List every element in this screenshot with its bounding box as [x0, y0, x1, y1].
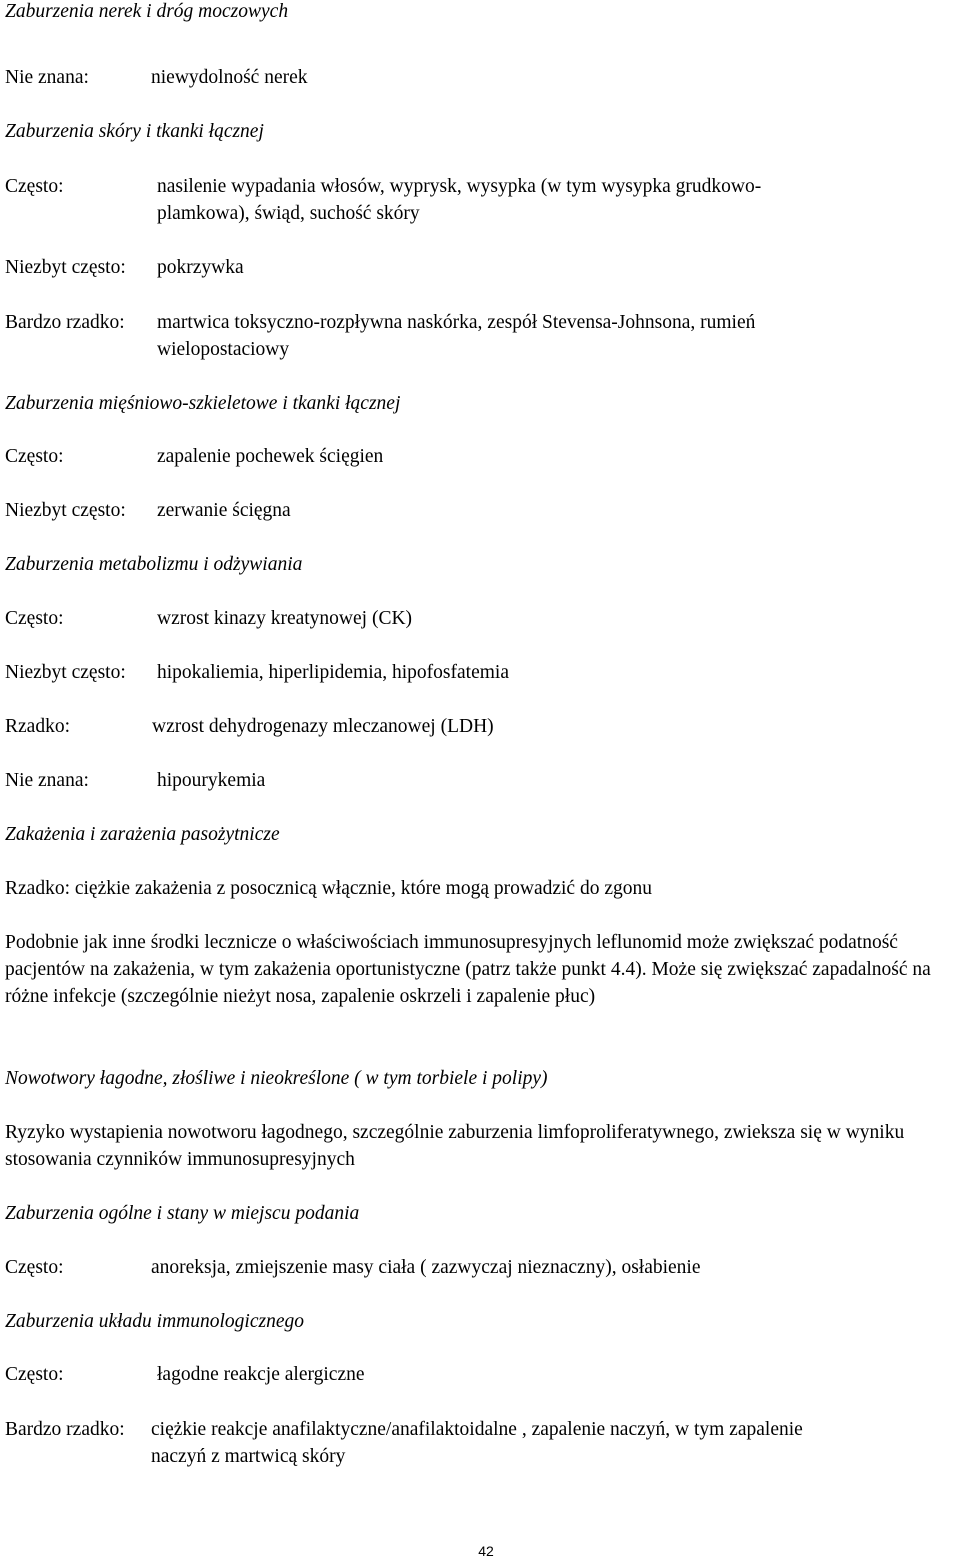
- neoplasms-paragraph: Ryzyko wystapienia nowotworu łagodnego, szczególnie zaburzenia limfoproliferatywnego, zwieksza się w wyniku stosowania czynników immunosupresyjnych: [5, 1122, 905, 1170]
- infections-rare-line: Rzadko: ciężkie zakażenia z posocznicą włącznie, które mogą prowadzić do zgonu: [5, 878, 652, 899]
- frequency-label: Nie znana:: [5, 67, 89, 88]
- infections-paragraph: Podobnie jak inne środki lecznicze o właściwościach immunosupresyjnych leflunomid może zwiększać podatność pacjentów na zakażenia, w tym zakażenia oportunistyczne (patrz także punkt 4.4). Może się zwiększać zapadalność na różne infekcje (szczególnie nieżyt nosa, zapalenie oskrzeli i zapalenie płuc): [5, 932, 931, 1007]
- frequency-label: Często:: [5, 1257, 64, 1278]
- frequency-label: Często:: [5, 446, 64, 467]
- heading-general-disorders: Zaburzenia ogólne i stany w miejscu podania: [5, 1203, 360, 1224]
- metabolism-row-rare: [5, 713, 954, 740]
- heading-metabolism-disorders: Zaburzenia metabolizmu i odżywiania: [5, 554, 303, 575]
- immune-row-very-rare: [5, 1416, 954, 1470]
- heading-skin-disorders: Zaburzenia skóry i tkanki łącznej: [5, 121, 264, 142]
- effect-text: hipourykemia: [157, 770, 266, 791]
- page-number: 42: [478, 1543, 494, 1559]
- frequency-label: Niezbyt często:: [5, 257, 126, 278]
- frequency-label: Często:: [5, 176, 64, 197]
- musculoskeletal-row-common: [5, 443, 954, 470]
- heading-infections: Zakażenia i zarażenia pasożytnicze: [5, 824, 280, 845]
- effect-text: wzrost kinazy kreatynowej (CK): [157, 608, 413, 629]
- effect-text-line-2: naczyń z martwicą skóry: [151, 1446, 346, 1467]
- effect-text-line-1: nasilenie wypadania włosów, wyprysk, wysypka (w tym wysypka grudkowo-: [157, 176, 762, 197]
- skin-row-common: [5, 173, 954, 227]
- general-row-common: [5, 1254, 954, 1281]
- metabolism-row-unknown: [5, 767, 954, 794]
- effect-text: łagodne reakcje alergiczne: [157, 1364, 365, 1385]
- effect-text-line-2: plamkowa), świąd, suchość skóry: [157, 203, 420, 224]
- skin-row-uncommon: [5, 254, 954, 281]
- metabolism-row-uncommon: [5, 659, 954, 686]
- frequency-label: Często:: [5, 1364, 64, 1385]
- effect-text: wzrost dehydrogenazy mleczanowej (LDH): [152, 716, 494, 737]
- frequency-label: Niezbyt często:: [5, 500, 126, 521]
- frequency-label: Często:: [5, 608, 64, 629]
- frequency-label: Rzadko:: [5, 716, 70, 737]
- heading-musculoskeletal-disorders: Zaburzenia mięśniowo-szkieletowe i tkanki łącznej: [5, 393, 401, 414]
- effect-text-line-2: wielopostaciowy: [157, 339, 290, 360]
- heading-neoplasms: Nowotwory łagodne, złośliwe i nieokreślone ( w tym torbiele i polipy): [5, 1068, 548, 1089]
- skin-row-very-rare: [5, 309, 954, 363]
- musculoskeletal-row-uncommon: [5, 497, 954, 524]
- frequency-label: Nie znana:: [5, 770, 89, 791]
- kidney-row-unknown: [5, 64, 954, 91]
- heading-immune-disorders: Zaburzenia układu immunologicznego: [5, 1311, 304, 1332]
- effect-text-line-1: ciężkie reakcje anafilaktyczne/anafilaktoidalne , zapalenie naczyń, w tym zapalenie: [151, 1419, 803, 1440]
- metabolism-row-common: [5, 605, 954, 632]
- frequency-label: Bardzo rzadko:: [5, 1419, 125, 1440]
- effect-text: pokrzywka: [157, 257, 244, 278]
- effect-text: hipokaliemia, hiperlipidemia, hipofosfatemia: [157, 662, 509, 683]
- effect-text: zerwanie ścięgna: [157, 500, 291, 521]
- frequency-label: Bardzo rzadko:: [5, 312, 125, 333]
- effect-text: anoreksja, zmiejszenie masy ciała ( zazwyczaj nieznaczny), osłabienie: [151, 1257, 701, 1278]
- effect-text: zapalenie pochewek ścięgien: [157, 446, 384, 467]
- frequency-label: Niezbyt często:: [5, 662, 126, 683]
- heading-kidney-disorders: Zaburzenia nerek i dróg moczowych: [5, 1, 289, 22]
- immune-row-common: [5, 1361, 954, 1388]
- effect-text: niewydolność nerek: [151, 67, 308, 88]
- effect-text-line-1: martwica toksyczno-rozpływna naskórka, zespół Stevensa-Johnsona, rumień: [157, 312, 756, 333]
